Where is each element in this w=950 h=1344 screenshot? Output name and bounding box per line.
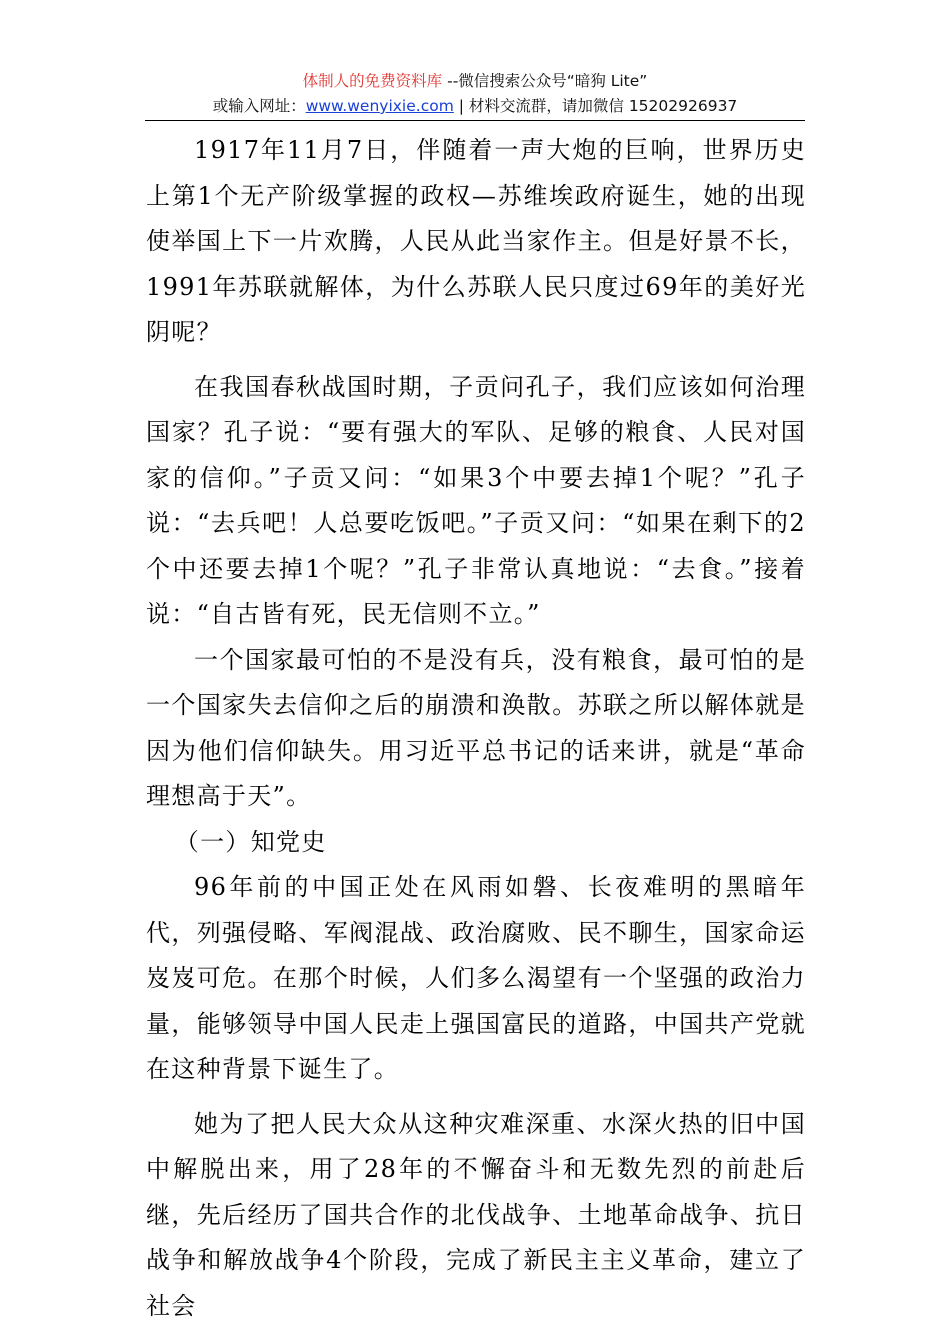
header-contact-line xyxy=(145,94,805,118)
section-heading: （一）知党史 xyxy=(174,827,327,856)
header-promo: --微信搜索公众号“暗狗 Lite” xyxy=(442,72,648,90)
page-header xyxy=(145,68,805,118)
header-contact: | 材料交流群，请加微信 15202926937 xyxy=(453,97,738,115)
header-url-prefix: 或输入网址： xyxy=(212,97,306,115)
paragraph-5: 她为了把人民大众从这种灾难深重、水深火热的旧中国中解脱出来，用了28年的不懈奋斗和无数先烈的前赴后继，先后经历了国共合作的北伐战争、土地革命战争、抗日战争和解放战争4个阶段，完成了新民主主义革命，建立了社会 xyxy=(146,1109,806,1320)
header-promo-line xyxy=(145,68,805,94)
paragraph-3: 一个国家最可怕的不是没有兵，没有粮食，最可怕的是一个国家失去信仰之后的崩溃和涣散。苏联之所以解体就是因为他们信仰缺失。用习近平总书记的话来讲，就是“革命理想高于天”。 xyxy=(146,645,806,810)
header-divider xyxy=(145,120,805,121)
header-website-link[interactable]: www.wenyixie.com xyxy=(305,97,454,115)
document-body xyxy=(146,128,806,1329)
header-brand: 体制人的免费资料库 xyxy=(302,72,443,90)
paragraph-2: 在我国春秋战国时期，子贡问孔子，我们应该如何治理国家？孔子说：“要有强大的军队、足够的粮食、人民对国家的信仰。”子贡又问：“如果3个中要去掉1个呢？”孔子说：“去兵吧！人总要吃饭吧。”子贡又问：“如果在剩下的2个中还要去掉1个呢？”孔子非常认真地说：“去食。”接着说：“自古皆有死，民无信则不立。” xyxy=(146,372,806,628)
paragraph-4: 96年前的中国正处在风雨如磐、长夜难明的黑暗年代，列强侵略、军阀混战、政治腐败、民不聊生，国家命运岌岌可危。在那个时候，人们多么渴望有一个坚强的政治力量，能够领导中国人民走上强国富民的道路，中国共产党就在这种背景下诞生了。 xyxy=(146,873,806,1083)
paragraph-1: 1917年11月7日，伴随着一声大炮的巨响，世界历史上第1个无产阶级掌握的政权—苏维埃政府诞生，她的出现使举国上下一片欢腾，人民从此当家作主。但是好景不长，1991年苏联就解体，为什么苏联人民只度过69年的美好光阴呢？ xyxy=(146,136,806,346)
